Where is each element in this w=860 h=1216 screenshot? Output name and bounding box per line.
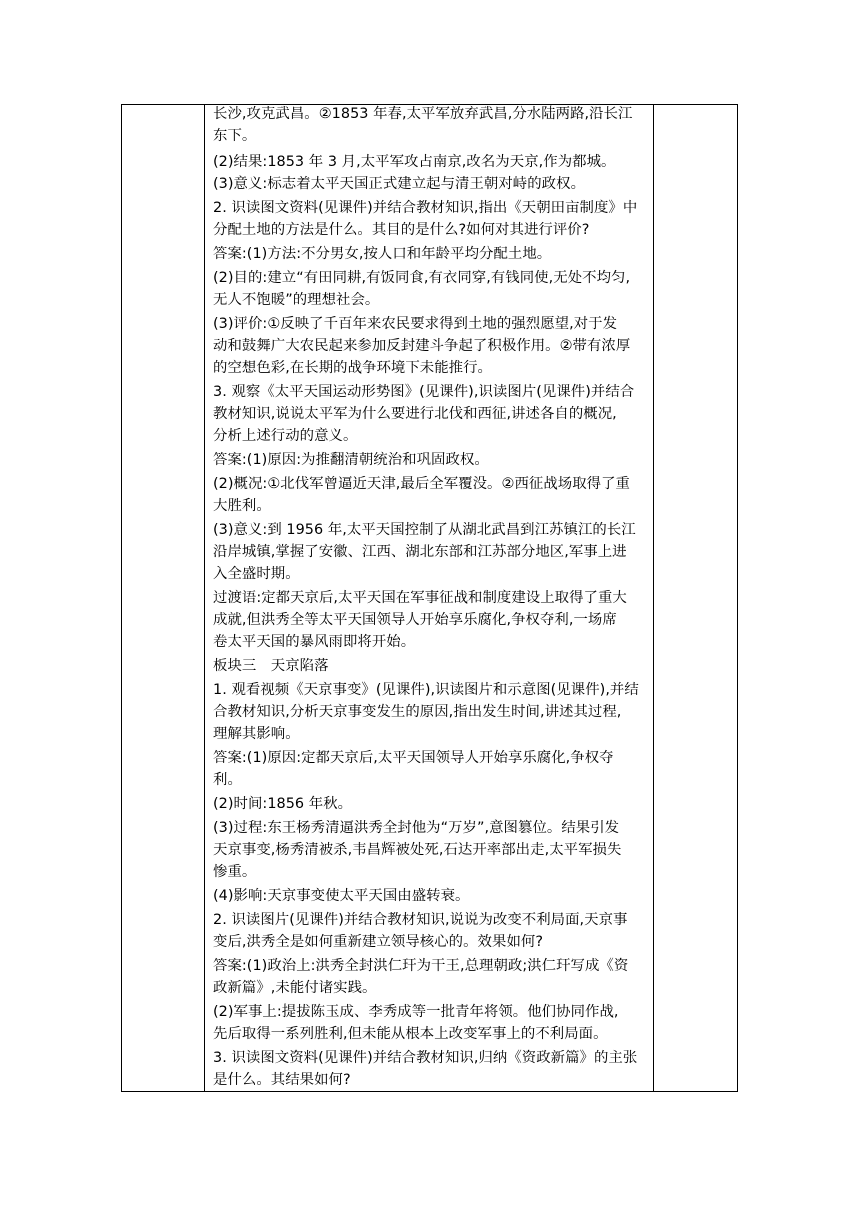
text-line: 的空想色彩,在长期的战争环境下未能推行。 (213, 360, 492, 376)
text-line: (3)过程:东王杨秀清逼洪秀全封他为“万岁”,意图篡位。结果引发 (213, 820, 620, 836)
text-line: (2)概况:①北伐军曾逼近天津,最后全军覆没。②西征战场取得了重 (213, 476, 630, 492)
text-line: 理解其影响。 (213, 726, 300, 742)
text-line: 是什么。其结果如何? (213, 1072, 351, 1088)
text-line: 答案:(1)政治上:洪秀全封洪仁玕为干王,总理朝政;洪仁玕写成《资 (213, 958, 629, 974)
text-line: 教材知识,说说太平军为什么要进行北伐和西征,讲述各自的概况, (213, 406, 617, 422)
text-line: 分析上述行动的意义。 (213, 428, 358, 444)
text-line: 2. 识读图文资料(见课件)并结合教材知识,指出《天朝田亩制度》中 (213, 200, 638, 216)
text-line: 沿岸城镇,掌握了安徽、江西、湖北东部和江苏部分地区,军事上进 (213, 544, 627, 560)
text-line: (2)时间:1856 年秋。 (213, 796, 353, 812)
text-line: 2. 识读图片(见课件)并结合教材知识,说说为改变不利局面,天京事 (213, 912, 628, 928)
text-line: (2)军事上:提拔陈玉成、李秀成等一批青年将领。他们协同作战, (213, 1004, 619, 1020)
text-line: 答案:(1)方法:不分男女,按人口和年龄平均分配土地。 (213, 246, 552, 262)
text-line: 板块三 天京陷落 (213, 658, 329, 674)
text-line: (2)目的:建立“有田同耕,有饭同食,有衣同穿,有钱同使,无处不均匀, (213, 270, 631, 286)
text-line: 惨重。 (213, 864, 257, 880)
text-line: (2)结果:1853 年 3 月,太平军攻占南京,改名为天京,作为都城。 (213, 154, 616, 170)
text-line: 入全盛时期。 (213, 566, 300, 582)
text-line: 合教材知识,分析天京事变发生的原因,指出发生时间,讲述其过程, (213, 704, 622, 720)
column-divider-2 (653, 105, 654, 1091)
text-line: (4)影响:天京事变使太平天国由盛转衰。 (213, 888, 470, 904)
text-line: 动和鼓舞广大农民起来参加反封建斗争起了积极作用。②带有浓厚 (213, 338, 631, 354)
text-line: (3)意义:到 1956 年,太平天国控制了从湖北武昌到江苏镇江的长江 (213, 522, 636, 538)
text-line: 先后取得一系列胜利,但未能从根本上改变军事上的不利局面。 (213, 1026, 608, 1042)
text-line: 东下。 (213, 128, 257, 144)
text-line: 卷太平天国的暴风雨即将开始。 (213, 634, 416, 650)
text-line: 政新篇》,未能付诸实践。 (213, 980, 377, 996)
text-line: 成就,但洪秀全等太平天国领导人开始享乐腐化,争权夺利,一场席 (213, 612, 617, 628)
text-line: 3. 识读图文资料(见课件)并结合教材知识,归纳《资政新篇》的主张 (213, 1050, 638, 1066)
text-line: 答案:(1)原因:定都天京后,太平天国领导人开始享乐腐化,争权夺 (213, 750, 614, 766)
text-line: 长沙,攻克武昌。②1853 年春,太平军放弃武昌,分水陆两路,沿长江 (213, 106, 633, 122)
text-line: 天京事变,杨秀清被杀,韦昌辉被处死,石达开率部出走,太平军损失 (213, 842, 622, 858)
column-divider-1 (204, 105, 205, 1091)
text-line: 利。 (213, 772, 242, 788)
text-line: 答案:(1)原因:为推翻清朝统治和巩固政权。 (213, 452, 489, 468)
text-line: 变后,洪秀全是如何重新建立领导核心的。效果如何? (213, 934, 544, 950)
text-line: 无人不饱暖”的理想社会。 (213, 292, 380, 308)
text-line: 大胜利。 (213, 498, 271, 514)
text-line: 1. 观看视频《天京事变》(见课件),识读图片和示意图(见课件),并结 (213, 682, 639, 698)
text-line: 3. 观察《太平天国运动形势图》(见课件),识读图片(见课件)并结合 (213, 384, 635, 400)
text-line: 过渡语:定都天京后,太平天国在军事征战和制度建设上取得了重大 (213, 590, 627, 606)
text-line: (3)评价:①反映了千百年来农民要求得到土地的强烈愿望,对于发 (213, 316, 618, 332)
text-line: 分配土地的方法是什么。其目的是什么?如何对其进行评价? (213, 222, 590, 238)
text-line: (3)意义:标志着太平天国正式建立起与清王朝对峙的政权。 (213, 176, 586, 192)
